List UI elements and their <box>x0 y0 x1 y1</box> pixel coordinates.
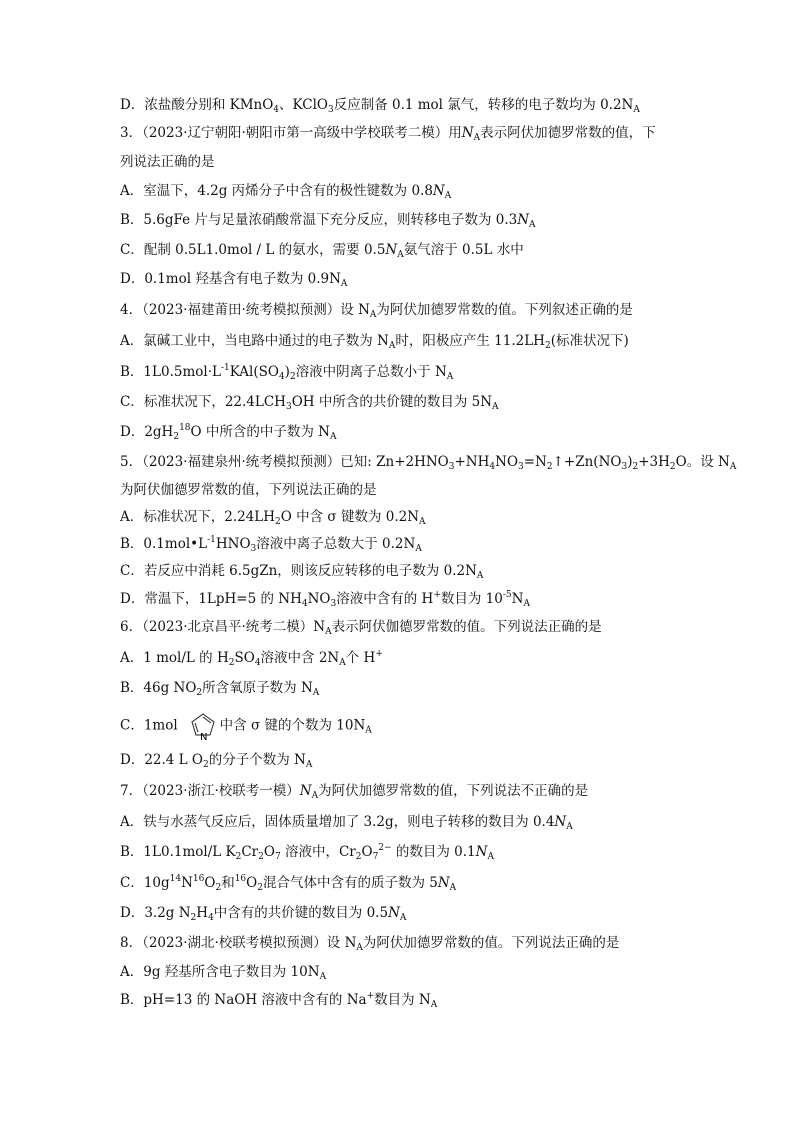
option-line <box>120 181 451 201</box>
text-run: Cr <box>241 844 259 860</box>
italic-symbol: N <box>554 814 567 830</box>
subscript: 2 <box>228 658 235 668</box>
subscript: A <box>365 725 372 736</box>
subscript: 2 <box>258 852 264 862</box>
option-line <box>120 750 312 770</box>
option-line <box>120 962 326 982</box>
subscript: A <box>446 372 454 382</box>
superscript: 14 <box>169 874 182 884</box>
text-run: ↑+Zn(NO <box>552 454 622 470</box>
subscript: A <box>487 852 494 862</box>
subscript: 2 <box>275 517 281 527</box>
option-line <box>120 842 494 862</box>
text-run: 4．（2023·福建莆田·统考模拟预测）设 N <box>120 302 370 318</box>
subscript: 4 <box>301 599 308 609</box>
subscript: 4 <box>254 658 261 668</box>
superscript: 18 <box>179 423 191 433</box>
text-run: D．常温下，1LpH=5 的 NH <box>120 591 302 607</box>
text-run: 溶液中离子总数大于 0.2N <box>256 536 416 552</box>
subscript: 2 <box>669 462 676 472</box>
text-run: B．1L0.1mol/L K <box>120 844 236 860</box>
subscript: 2 <box>632 462 639 472</box>
subscript: 3 <box>285 402 292 412</box>
subscript: A <box>523 599 530 609</box>
subscript: 2 <box>546 462 553 472</box>
text-run: 表示阿伏伽德罗常数的值。下列说法正确的是 <box>331 619 602 635</box>
subscript: A <box>430 1000 438 1010</box>
text-run: 、KClO <box>279 97 328 113</box>
subscript: A <box>319 972 327 982</box>
subscript: 2 <box>215 883 222 893</box>
question-5-stem <box>120 452 736 472</box>
subscript: A <box>566 822 573 832</box>
text-run: C．若反应中消耗 6.5gZn，则该反应转移的电子数为 0.2N <box>120 563 477 579</box>
text-run: SO <box>234 650 255 666</box>
text-run: 溶液中，Cr <box>280 844 356 860</box>
option-line <box>120 534 422 554</box>
superscript: 2− <box>378 843 392 853</box>
text-run: O <box>361 844 373 860</box>
subscript: 3 <box>448 462 455 472</box>
subscript: 2 <box>173 432 180 442</box>
text-run: 为阿伏伽德罗常数的值，下列说法正确的是 <box>120 482 377 498</box>
text-run: 7．（2023·浙江·校联考一模） <box>120 783 300 799</box>
text-run: 氨气溶于 0.5L 水中 <box>403 242 524 258</box>
italic-symbol: N <box>475 844 488 860</box>
superscript: -1 <box>220 363 230 373</box>
subscript: A <box>729 462 737 472</box>
text-run: 为阿伏加德罗常数的值，下列说法不正确的是 <box>318 783 589 799</box>
subscript: 7 <box>274 852 281 862</box>
subscript: A <box>529 220 536 230</box>
option-line <box>120 990 437 1010</box>
option-line <box>120 507 426 527</box>
italic-symbol: N <box>461 125 474 141</box>
text-run: (标准状况下) <box>550 333 629 349</box>
subscript: 4 <box>489 462 496 472</box>
text-run: B．5.6gFe 片与足量浓硝酸常温下充分反应，则转移电子数为 0.3 <box>120 212 518 228</box>
text-run: D．0.1mol 羟基含有电子数为 0.9N <box>120 271 341 287</box>
text-run: 的数目为 0.1 <box>391 844 476 860</box>
superscript: 16 <box>234 874 247 884</box>
subscript: A <box>476 571 484 581</box>
subscript: A <box>473 133 481 143</box>
text-run: 8．（2023·湖北·校联考模拟预测）设 N <box>120 935 357 951</box>
text-run: O。设 N <box>675 454 730 470</box>
subscript: A <box>340 279 348 289</box>
subscript: A <box>311 791 319 801</box>
text-run: NO <box>495 454 519 470</box>
text-run: 为阿伏加德罗常数的值。下列说法正确的是 <box>362 935 620 951</box>
text-run: 6．（2023·北京昌平·统考二模）N <box>120 619 326 635</box>
option-line <box>120 903 406 923</box>
option-line <box>120 240 524 260</box>
italic-symbol: N <box>385 242 398 258</box>
superscript: + <box>375 649 383 659</box>
option-line <box>120 589 530 609</box>
option-line <box>120 392 499 412</box>
text-line <box>120 480 377 500</box>
text-run: NO <box>307 591 331 607</box>
text-run: =N <box>523 454 547 470</box>
text-run: D．3.2g N <box>120 905 191 921</box>
text-run: 数目为 N <box>374 992 431 1008</box>
text-run: O 中所含的中子数为 N <box>190 424 330 440</box>
subscript: 2 <box>235 852 242 862</box>
text-run: 溶液中含有的 H <box>336 591 434 607</box>
italic-symbol: N <box>299 783 312 799</box>
italic-symbol: N <box>437 875 450 891</box>
option-line <box>120 362 453 382</box>
text-run: ) <box>627 454 633 470</box>
subscript: A <box>492 402 499 412</box>
ring-atom-label: N <box>199 732 208 741</box>
text-run: 时，阳极应产生 11.2LH <box>395 333 545 349</box>
option-line <box>120 331 629 351</box>
subscript: A <box>388 341 396 351</box>
text-run: C．配制 0.5L1.0mol / L 的氨水，需要 0.5 <box>120 242 386 258</box>
text-run: 为阿伏加德罗常数的值。下列叙述正确的是 <box>376 302 633 318</box>
text-run: B．46g NO <box>120 680 197 696</box>
text-run: A．标准状况下，2.24LH <box>120 509 276 525</box>
subscript: 2 <box>190 913 197 923</box>
subscript: A <box>444 191 452 201</box>
text-run: O <box>204 875 216 891</box>
option-line <box>120 711 372 741</box>
subscript: 2 <box>257 883 263 893</box>
text-run: C．10g <box>120 875 170 891</box>
text-run: 反应制备 0.1 mol 氯气，转移的电子数均为 0.2N <box>333 97 634 113</box>
subscript: 4 <box>208 913 214 923</box>
text-line <box>120 95 640 115</box>
italic-symbol: N <box>432 183 445 199</box>
text-run: O <box>263 844 275 860</box>
subscript: 2 <box>544 341 551 351</box>
text-run: C．标准状况下，22.4LCH <box>120 394 286 410</box>
text-run: A．铁与水蒸气反应后，固体质量增加了 3.2g，则电子转移的数目为 0.4 <box>120 814 555 830</box>
question-3-stem <box>120 123 656 143</box>
option-line <box>120 812 573 832</box>
question-4-stem <box>120 300 633 320</box>
option-line <box>120 561 483 581</box>
text-run: 表示阿伏加德罗常数的值，下 <box>480 125 656 141</box>
text-run: A．9g 羟基所含电子数目为 10N <box>120 964 320 980</box>
subscript: 3 <box>327 105 334 115</box>
text-run: +NH <box>454 454 490 470</box>
option-line <box>120 210 536 230</box>
text-run: O <box>246 875 258 891</box>
subscript: 3 <box>518 462 524 472</box>
superscript: 16 <box>192 874 205 884</box>
subscript: A <box>369 310 377 320</box>
subscript: A <box>633 105 640 115</box>
text-run: 和 <box>221 875 235 891</box>
text-run: 中含 σ 键的个数为 10N <box>219 717 366 734</box>
text-run: 溶液中含 2N <box>260 650 340 666</box>
question-6-stem <box>120 617 602 637</box>
text-run: A．室温下，4.2g 丙烯分子中含有的极性键数为 0.8 <box>120 183 433 199</box>
text-run: HNO <box>215 536 251 552</box>
text-run: 个 H <box>345 650 376 666</box>
text-run: D．22.4 L O <box>120 752 203 768</box>
subscript: 2 <box>203 760 209 770</box>
subscript: A <box>419 517 426 527</box>
text-run: B．pH=13 的 NaOH 溶液中含有的 Na <box>120 992 367 1008</box>
subscript: A <box>415 544 422 554</box>
subscript: A <box>449 883 457 893</box>
text-run: OH 中所含的共价键的数目为 5N <box>291 394 493 410</box>
text-run: 溶液中阴离子总数小于 N <box>295 364 447 380</box>
text-line <box>120 152 215 172</box>
subscript: A <box>305 760 313 770</box>
text-run: N <box>511 591 524 607</box>
subscript: A <box>325 627 332 637</box>
subscript: A <box>356 943 363 953</box>
text-run: N <box>181 875 193 891</box>
text-run: 5．（2023·福建泉州·统考模拟预测）已知: Zn+2HNO <box>120 454 449 470</box>
subscript: A <box>399 913 407 923</box>
superscript: + <box>366 991 375 1001</box>
subscript: 3 <box>330 599 337 609</box>
text-run: C．1mol <box>120 717 178 734</box>
text-run: +3H <box>638 454 670 470</box>
text-run: H <box>196 905 209 921</box>
text-run: O 中含 σ 键数为 0.2N <box>280 509 420 525</box>
text-run: B．0.1mol•L <box>120 536 208 552</box>
superscript: + <box>433 590 441 600</box>
text-run: A．1 mol/L 的 H <box>120 650 229 666</box>
option-line <box>120 422 336 442</box>
subscript: A <box>339 658 346 668</box>
subscript: 3 <box>250 544 257 554</box>
subscript: 3 <box>621 462 628 472</box>
question-7-stem <box>120 781 588 801</box>
subscript: A <box>329 432 337 442</box>
text-run: 混合气体中含有的质子数为 5 <box>262 875 438 891</box>
text-run: B．1L0.5mol·L <box>120 364 221 380</box>
option-line <box>120 648 383 668</box>
italic-symbol: N <box>517 212 530 228</box>
subscript: 7 <box>372 852 379 862</box>
italic-symbol: N <box>388 905 400 921</box>
subscript: A <box>397 250 404 260</box>
superscript: -5 <box>502 590 512 600</box>
subscript: A <box>312 688 320 698</box>
text-run: 数目为 10 <box>440 591 503 607</box>
text-run: 列说法正确的是 <box>120 154 215 170</box>
option-line <box>120 678 319 698</box>
subscript: 2 <box>196 688 203 698</box>
text-run: 所含氧原子数为 N <box>202 680 313 696</box>
question-8-stem <box>120 933 619 953</box>
text-run: 的分子个数为 N <box>208 752 306 768</box>
superscript: -1 <box>207 535 216 545</box>
text-run: 3．（2023·辽宁朝阳·朝阳市第一高级中学校联考二模）用 <box>120 125 462 141</box>
subscript: 4 <box>273 105 280 115</box>
option-line <box>120 873 456 893</box>
option-line <box>120 269 347 289</box>
text-run: D．浓盐酸分别和 KMnO <box>120 97 274 113</box>
pyrrole-ring-icon <box>188 711 218 741</box>
text-run: ) <box>284 364 290 380</box>
text-run: KAl(SO <box>229 364 279 380</box>
subscript: 4 <box>278 372 285 382</box>
text-run: D．2gH <box>120 424 174 440</box>
subscript: 2 <box>289 372 296 382</box>
subscript: 2 <box>355 852 362 862</box>
text-run: A．氯碱工业中，当电路中通过的电子数为 N <box>120 333 389 349</box>
text-run: 中含有的共价键的数目为 0.5 <box>213 905 389 921</box>
